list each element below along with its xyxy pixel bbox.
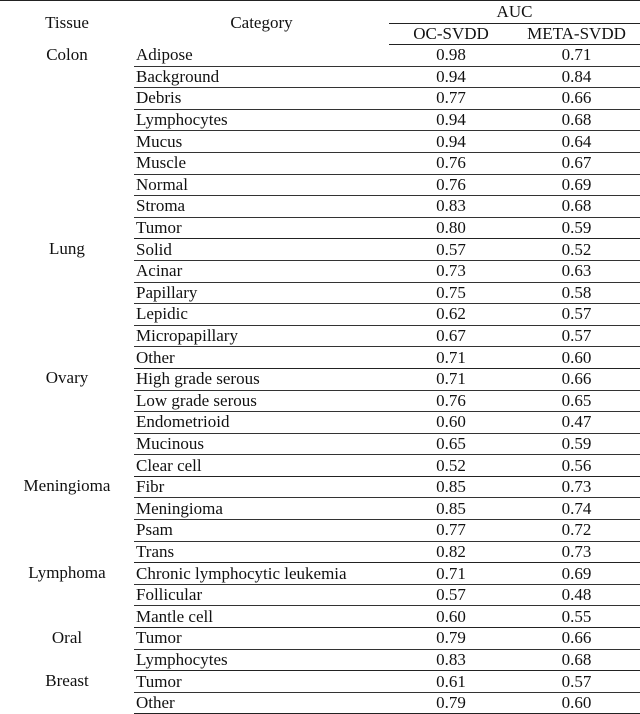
category-cell: Mucus [134, 131, 389, 153]
meta-svdd-auc-cell: 0.48 [513, 584, 640, 606]
oc-svdd-auc-cell: 0.85 [389, 476, 513, 498]
oc-svdd-auc-cell: 0.76 [389, 390, 513, 412]
oc-svdd-auc-cell: 0.65 [389, 433, 513, 455]
oc-svdd-auc-cell: 0.85 [389, 498, 513, 520]
meta-svdd-auc-cell: 0.66 [513, 88, 640, 110]
category-cell: Chronic lymphocytic leukemia [134, 563, 389, 585]
category-cell: Background [134, 66, 389, 88]
category-cell: Micropapillary [134, 325, 389, 347]
oc-svdd-auc-cell: 0.60 [389, 606, 513, 628]
oc-svdd-auc-cell: 0.67 [389, 325, 513, 347]
meta-svdd-auc-cell: 0.65 [513, 390, 640, 412]
oc-svdd-auc-cell: 0.94 [389, 131, 513, 153]
tissue-cell: Breast [45, 670, 89, 690]
meta-svdd-auc-cell: 0.66 [513, 628, 640, 650]
tissue-cell: Ovary [45, 368, 89, 388]
category-cell: Psam [134, 520, 389, 542]
tissue-cell: Colon [46, 44, 88, 64]
meta-svdd-auc-cell: 0.56 [513, 455, 640, 477]
category-cell: Tumor [134, 217, 389, 239]
meta-svdd-auc-cell: 0.69 [513, 174, 640, 196]
category-cell: Stroma [134, 196, 389, 218]
category-cell: Trans [134, 541, 389, 563]
category-cell: Tumor [134, 671, 389, 693]
oc-svdd-auc-cell: 0.79 [389, 692, 513, 714]
meta-svdd-auc-cell: 0.60 [513, 347, 640, 369]
oc-svdd-auc-cell: 0.77 [389, 88, 513, 110]
oc-svdd-auc-cell: 0.94 [389, 66, 513, 88]
category-cell: Muscle [134, 152, 389, 174]
tissue-cell: Meningioma [23, 476, 111, 496]
category-cell: Lymphocytes [134, 649, 389, 671]
category-cell: Tumor [134, 628, 389, 650]
oc-svdd-auc-cell: 0.60 [389, 412, 513, 434]
category-cell: Low grade serous [134, 390, 389, 412]
oc-svdd-auc-cell: 0.94 [389, 109, 513, 131]
meta-svdd-auc-cell: 0.59 [513, 217, 640, 239]
auc-group-header: AUC [389, 1, 640, 24]
meta-svdd-auc-cell: 0.58 [513, 282, 640, 304]
meta-svdd-auc-cell: 0.67 [513, 152, 640, 174]
category-cell: Debris [134, 88, 389, 110]
table-row [0, 368, 640, 390]
oc-svdd-auc-cell: 0.71 [389, 347, 513, 369]
tissue-cell: Lymphoma [28, 562, 106, 582]
oc-svdd-auc-cell: 0.57 [389, 584, 513, 606]
oc-svdd-auc-cell: 0.62 [389, 304, 513, 326]
meta-svdd-auc-cell: 0.72 [513, 520, 640, 542]
category-cell: Adipose [134, 45, 389, 67]
oc-svdd-auc-cell: 0.73 [389, 260, 513, 282]
table-row [0, 628, 640, 650]
oc-svdd-auc-cell: 0.77 [389, 520, 513, 542]
oc-svdd-auc-cell: 0.75 [389, 282, 513, 304]
meta-svdd-auc-cell: 0.57 [513, 325, 640, 347]
meta-svdd-auc-cell: 0.57 [513, 304, 640, 326]
oc-svdd-auc-cell: 0.80 [389, 217, 513, 239]
meta-svdd-auc-cell: 0.63 [513, 260, 640, 282]
oc-svdd-auc-cell: 0.71 [389, 368, 513, 390]
meta-svdd-auc-cell: 0.66 [513, 368, 640, 390]
tissue-cell: Lung [49, 238, 85, 258]
table-row [0, 45, 640, 67]
meta-svdd-auc-cell: 0.59 [513, 433, 640, 455]
meta-svdd-auc-cell: 0.52 [513, 239, 640, 261]
oc-svdd-auc-cell: 0.76 [389, 152, 513, 174]
category-cell: Fibr [134, 476, 389, 498]
meta-svdd-auc-cell: 0.68 [513, 196, 640, 218]
meta-svdd-auc-cell: 0.55 [513, 606, 640, 628]
oc-svdd-auc-cell: 0.52 [389, 455, 513, 477]
category-cell: Normal [134, 174, 389, 196]
table-row [0, 476, 640, 498]
category-cell: Endometrioid [134, 412, 389, 434]
category-cell: Solid [134, 239, 389, 261]
table-row [0, 239, 640, 261]
category-cell: Papillary [134, 282, 389, 304]
oc-svdd-auc-cell: 0.82 [389, 541, 513, 563]
category-cell: Mantle cell [134, 606, 389, 628]
oc-svdd-column-header: OC-SVDD [389, 24, 513, 45]
meta-svdd-auc-cell: 0.47 [513, 412, 640, 434]
oc-svdd-auc-cell: 0.83 [389, 196, 513, 218]
category-cell: High grade serous [134, 368, 389, 390]
oc-svdd-auc-cell: 0.61 [389, 671, 513, 693]
category-cell: Other [134, 692, 389, 714]
category-cell: Lepidic [134, 304, 389, 326]
meta-svdd-auc-cell: 0.74 [513, 498, 640, 520]
category-cell: Follicular [134, 584, 389, 606]
meta-svdd-auc-cell: 0.73 [513, 541, 640, 563]
meta-svdd-auc-cell: 0.57 [513, 671, 640, 693]
category-cell: Other [134, 347, 389, 369]
tissue-cell: Oral [51, 627, 83, 647]
meta-svdd-auc-cell: 0.71 [513, 45, 640, 67]
oc-svdd-auc-cell: 0.76 [389, 174, 513, 196]
category-cell: Meningioma [134, 498, 389, 520]
meta-svdd-auc-cell: 0.73 [513, 476, 640, 498]
meta-svdd-auc-cell: 0.60 [513, 692, 640, 714]
category-column-header: Category [230, 12, 293, 32]
table-body [0, 45, 640, 714]
category-cell: Clear cell [134, 455, 389, 477]
oc-svdd-auc-cell: 0.79 [389, 628, 513, 650]
meta-svdd-column-header: META-SVDD [513, 24, 640, 45]
table-row [0, 671, 640, 693]
category-cell: Acinar [134, 260, 389, 282]
meta-svdd-auc-cell: 0.84 [513, 66, 640, 88]
table-header [0, 1, 640, 45]
tissue-column-header: Tissue [45, 12, 89, 32]
oc-svdd-auc-cell: 0.71 [389, 563, 513, 585]
meta-svdd-auc-cell: 0.68 [513, 109, 640, 131]
category-cell: Lymphocytes [134, 109, 389, 131]
meta-svdd-auc-cell: 0.69 [513, 563, 640, 585]
category-cell: Mucinous [134, 433, 389, 455]
meta-svdd-auc-cell: 0.64 [513, 131, 640, 153]
meta-svdd-auc-cell: 0.68 [513, 649, 640, 671]
oc-svdd-auc-cell: 0.83 [389, 649, 513, 671]
oc-svdd-auc-cell: 0.98 [389, 45, 513, 67]
oc-svdd-auc-cell: 0.57 [389, 239, 513, 261]
table-row [0, 563, 640, 585]
